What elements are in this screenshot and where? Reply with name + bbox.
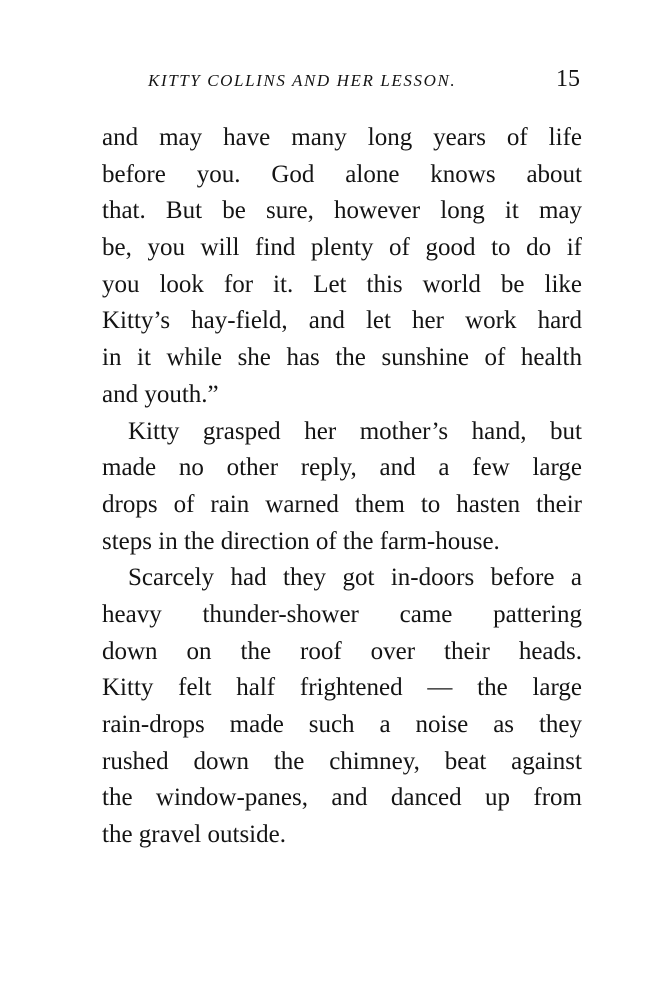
text-line: you look for it. Let this world be like <box>102 270 582 298</box>
text-line: the window-panes, and danced up from <box>102 784 582 812</box>
text-line: drops of rain warned them to hasten their <box>102 490 582 518</box>
text-line: Kitty felt half frightened — the large <box>102 674 582 702</box>
text-line: that. But be sure, however long it may <box>102 197 582 225</box>
text-line: the gravel outside. <box>102 821 286 849</box>
running-header <box>148 66 580 98</box>
text-line: down on the roof over their heads. <box>102 637 582 665</box>
page-number: 15 <box>556 66 580 92</box>
paragraph <box>102 120 582 414</box>
text-line: before you. God alone knows about <box>102 160 582 188</box>
body-text <box>102 120 582 854</box>
text-line: be, you will find plenty of good to do if <box>102 234 582 262</box>
text-line: Scarcely had they got in-doors before a <box>128 564 582 592</box>
text-line: Kitty grasped her mother’s hand, but <box>128 417 582 445</box>
text-line: rain-drops made such a noise as they <box>102 711 582 738</box>
text-line: rushed down the chimney, beat against <box>102 747 582 775</box>
text-line: made no other reply, and a few large <box>102 454 582 482</box>
text-line: heavy thunder-shower came pattering <box>102 600 582 628</box>
text-line: in it while she has the sunshine of health <box>102 344 582 372</box>
text-line: and may have many long years of life <box>102 124 582 151</box>
text-line: Kitty’s hay-field, and let her work hard <box>102 307 582 335</box>
text-line: steps in the direction of the farm-house. <box>102 527 500 555</box>
running-title: KITTY COLLINS AND HER LESSON. <box>148 71 457 90</box>
paragraph <box>102 560 582 854</box>
paragraph <box>102 414 582 561</box>
text-line: and youth.” <box>102 380 219 408</box>
